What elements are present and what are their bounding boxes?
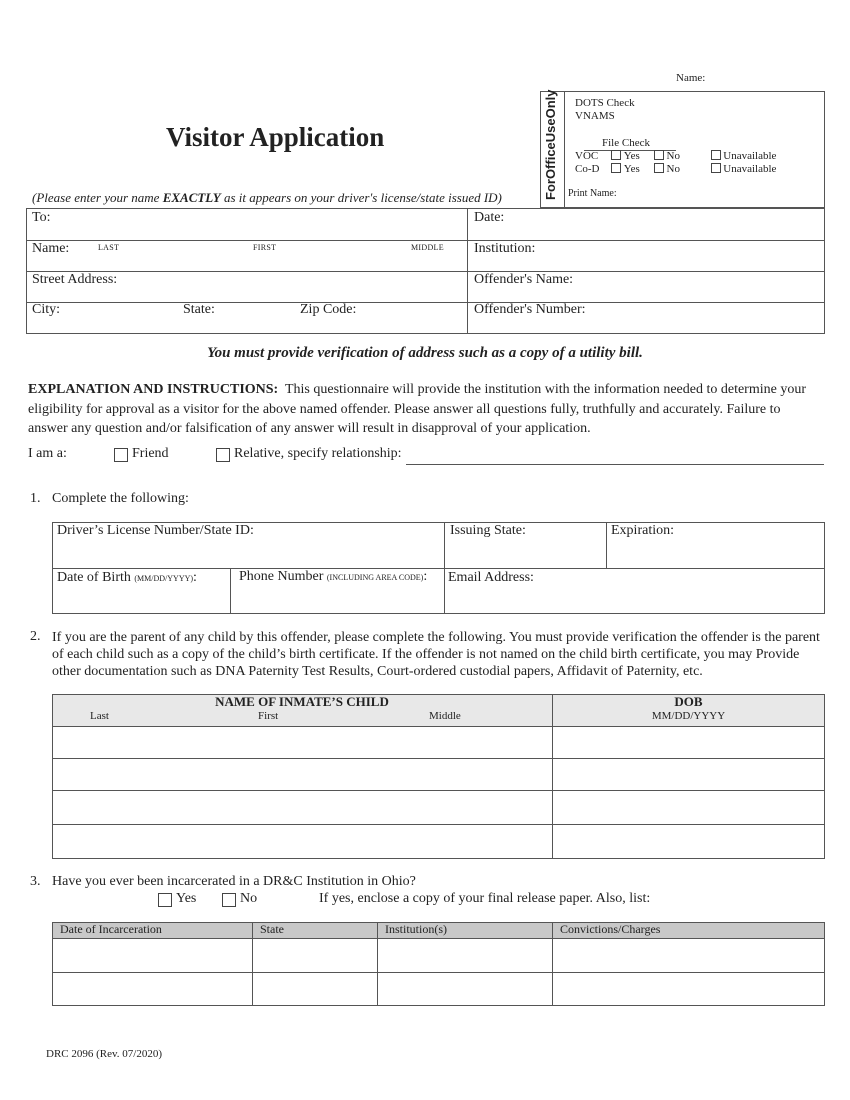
first-hint: FIRST	[253, 243, 277, 252]
incarcerated-no-label: No	[240, 891, 258, 906]
friend-label: Friend	[132, 446, 169, 461]
institution-field[interactable]: Institution:	[474, 241, 536, 256]
date-field[interactable]: Date:	[474, 210, 505, 225]
child-first-header: First	[258, 710, 279, 722]
col-institutions: Institution(s)	[385, 922, 447, 936]
zip-code-field[interactable]: Zip Code:	[300, 302, 357, 317]
phone-field[interactable]: Phone Number (INCLUDING AREA CODE):	[239, 569, 428, 584]
incarcerated-no-checkbox[interactable]	[222, 893, 236, 907]
city-field[interactable]: City:	[32, 302, 61, 317]
cod-unavailable-checkbox[interactable]	[711, 163, 721, 173]
last-hint: LAST	[98, 243, 120, 252]
incarcerated-yes-checkbox[interactable]	[158, 893, 172, 907]
offender-number-field[interactable]: Offender's Number:	[474, 302, 586, 317]
cod-no-checkbox[interactable]	[654, 163, 664, 173]
q3-followup: If yes, enclose a copy of your final release paper. Also, list:	[319, 891, 651, 906]
vnams-label: VNAMS	[575, 110, 615, 122]
license-field[interactable]: Driver’s License Number/State ID:	[57, 523, 254, 538]
relationship-input-line[interactable]	[406, 464, 824, 465]
email-field[interactable]: Email Address:	[448, 570, 534, 585]
issuing-state-field[interactable]: Issuing State:	[450, 523, 526, 538]
q1-text: Complete the following:	[52, 491, 189, 506]
voc-yes-label: Yes	[623, 150, 640, 162]
child-dob-format: MM/DD/YYYY	[651, 710, 726, 722]
form-id: DRC 2096 (Rev. 07/2020)	[46, 1048, 163, 1060]
voc-yes-checkbox[interactable]	[611, 150, 621, 160]
cod-row	[575, 163, 776, 176]
dob-field[interactable]: Date of Birth (MM/DD/YYYY):	[57, 570, 197, 585]
office-use-vertical-label: ForOfficeUseOnly	[543, 89, 558, 200]
state-field[interactable]: State:	[183, 302, 215, 317]
verification-note: You must provide verification of address such as a copy of a utility bill.	[207, 345, 643, 361]
cod-yes-label: Yes	[623, 163, 640, 175]
i-am-a-label: I am a:	[28, 446, 67, 461]
q2-text: If you are the parent of any child by this offender, please complete the following. You must provide verification the offender is the parent of each child such as a copy of the child’s birth certificate. If the offender is not named on the child birth certificate, you may Provide other documentation such as DNA Paternity Test Results, Court-ordered custodial papers, Affidavit of Paternity, etc.	[52, 630, 820, 679]
cod-yes-checkbox[interactable]	[611, 163, 621, 173]
child-dob-header: DOB	[674, 694, 703, 709]
voc-no-label: No	[666, 150, 680, 162]
to-field[interactable]: To:	[32, 210, 51, 225]
dots-check-label: DOTS Check	[575, 97, 635, 109]
page-title: Visitor Application	[166, 122, 385, 152]
print-name-label: Print Name:	[568, 188, 617, 199]
file-check-label: File Check	[602, 137, 650, 149]
incarcerated-yes-label: Yes	[176, 891, 197, 906]
child-middle-header: Middle	[429, 710, 461, 722]
voc-unavailable-label: Unavailable	[723, 150, 777, 162]
relative-checkbox[interactable]	[216, 448, 230, 462]
friend-checkbox[interactable]	[114, 448, 128, 462]
col-convictions: Convictions/Charges	[560, 922, 661, 936]
name-instruction: (Please enter your name EXACTLY as it appears on your driver's license/state issued ID)	[32, 190, 502, 205]
relative-label: Relative, specify relationship:	[234, 446, 402, 461]
middle-hint: MIDDLE	[411, 243, 444, 252]
q3-number: 3.	[30, 874, 41, 889]
name-field[interactable]: Name:	[32, 241, 70, 256]
office-name-label: Name:	[676, 72, 706, 84]
offender-name-field[interactable]: Offender's Name:	[474, 272, 574, 287]
cod-no-label: No	[666, 163, 680, 175]
q2-number: 2.	[30, 629, 41, 644]
street-address-field[interactable]: Street Address:	[32, 272, 118, 287]
cod-unavailable-label: Unavailable	[723, 163, 777, 175]
voc-unavailable-checkbox[interactable]	[711, 150, 721, 160]
q3-text: Have you ever been incarcerated in a DR&C Institution in Ohio?	[52, 874, 416, 889]
col-state: State	[260, 922, 284, 936]
expiration-field[interactable]: Expiration:	[611, 523, 674, 538]
voc-no-checkbox[interactable]	[654, 150, 664, 160]
child-last-header: Last	[90, 710, 109, 722]
child-name-header: NAME OF INMATE’S CHILD	[215, 694, 389, 709]
cod-label: Co-D	[575, 163, 600, 175]
explanation-heading: EXPLANATION AND INSTRUCTIONS:	[28, 382, 279, 397]
voc-label: VOC	[575, 150, 599, 162]
col-date-of-incarceration: Date of Incarceration	[60, 922, 162, 936]
explanation-block: EXPLANATION AND INSTRUCTIONS: This questionnaire will provide the institution with the information needed to determine your eligibility for approval as a visitor for the above named offender. Please answer all questions fully, truthfully and accurately. Failure to answer any question and/or falsification of any answer will result in disapproval of your application.	[28, 382, 806, 436]
voc-row	[575, 150, 776, 163]
q1-number: 1.	[30, 491, 41, 506]
